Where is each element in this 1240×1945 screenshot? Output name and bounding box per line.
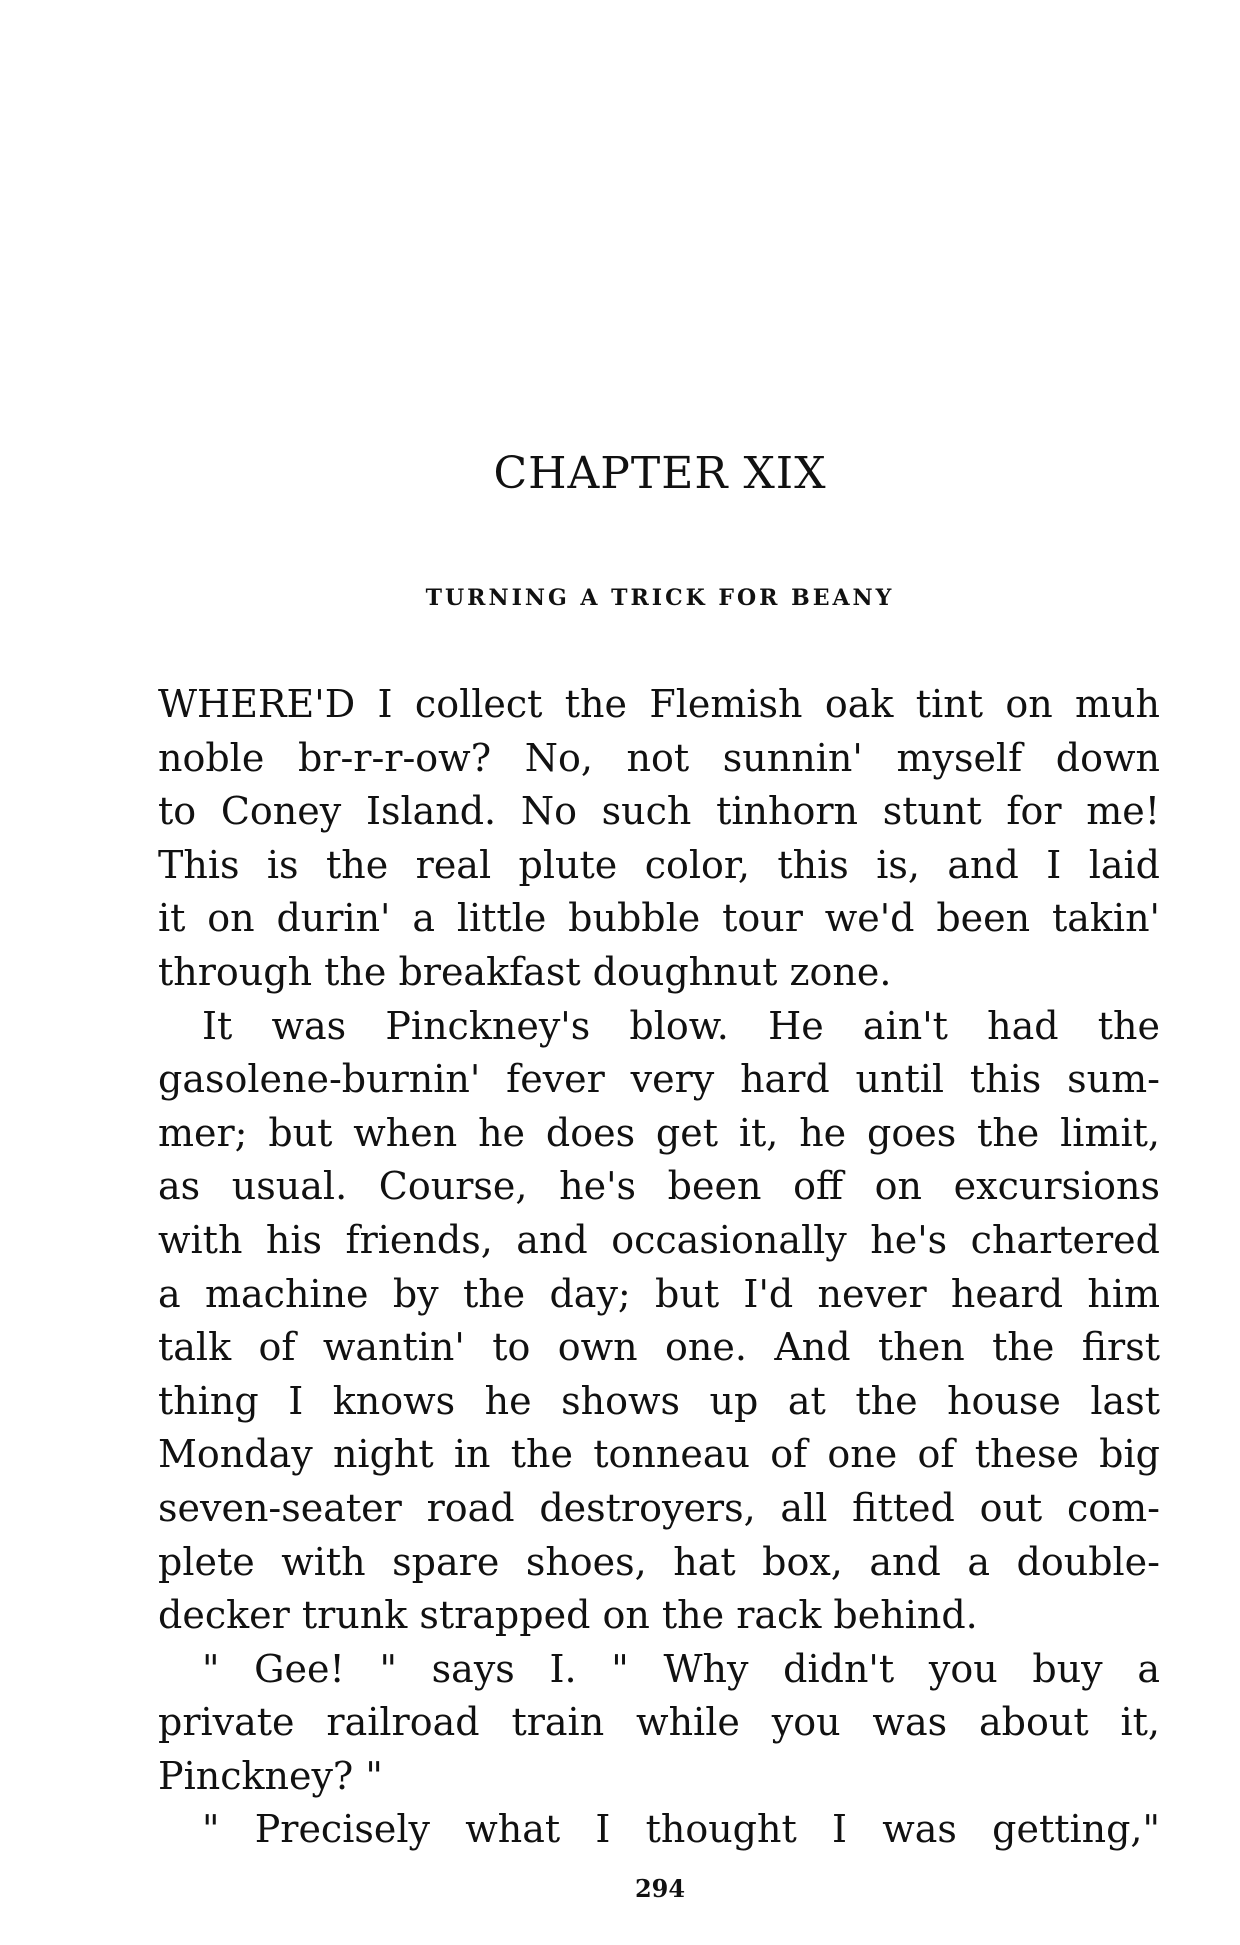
text-line: seven-seater road destroyers, all fitted out com-	[158, 1485, 1160, 1530]
text-line: a machine by the day; but I'd never heard him	[158, 1271, 1160, 1316]
chapter-title: TURNING A TRICK FOR BEANY	[425, 585, 895, 611]
text-line: " Precisely what I thought I was getting,"	[202, 1807, 1160, 1852]
page-number: 294	[634, 1874, 686, 1903]
text-line: private railroad train while you was about it,	[158, 1700, 1160, 1745]
text-line: plete with spare shoes, hat box, and a double-	[158, 1539, 1160, 1584]
text-line: with his friends, and occasionally he's chartered	[158, 1217, 1160, 1262]
text-line: through the breakfast doughnut zone.	[158, 949, 892, 994]
text-line: " Gee! " says I. " Why didn't you buy a	[202, 1646, 1160, 1691]
text-line: Monday night in the tonneau of one of these big	[158, 1432, 1160, 1477]
text-line: This is the real plute color, this is, and I laid	[158, 842, 1160, 887]
text-line: as usual. Course, he's been off on excursions	[158, 1164, 1160, 1209]
chapter-heading: CHAPTER XIX	[493, 448, 827, 499]
text-line: decker trunk strapped on the rack behind.	[158, 1593, 978, 1638]
text-line: Pinckney? "	[158, 1753, 383, 1798]
text-line: to Coney Island. No such tinhorn stunt for me!	[158, 789, 1160, 834]
text-line: WHERE'D I collect the Flemish oak tint on muh	[158, 682, 1160, 726]
text-line: It was Pinckney's blow. He ain't had the	[202, 1003, 1160, 1048]
text-line: it on durin' a little bubble tour we'd been takin'	[158, 896, 1160, 941]
text-line: thing I knows he shows up at the house last	[158, 1378, 1160, 1423]
text-line: noble br-r-r-ow? No, not sunnin' myself down	[158, 735, 1160, 780]
body-text	[158, 678, 1160, 1857]
text-line: mer; but when he does get it, he goes the limit,	[158, 1110, 1160, 1155]
text-line: gasolene-burnin' fever very hard until this sum-	[158, 1057, 1160, 1102]
text-line: talk of wantin' to own one. And then the first	[158, 1325, 1160, 1370]
